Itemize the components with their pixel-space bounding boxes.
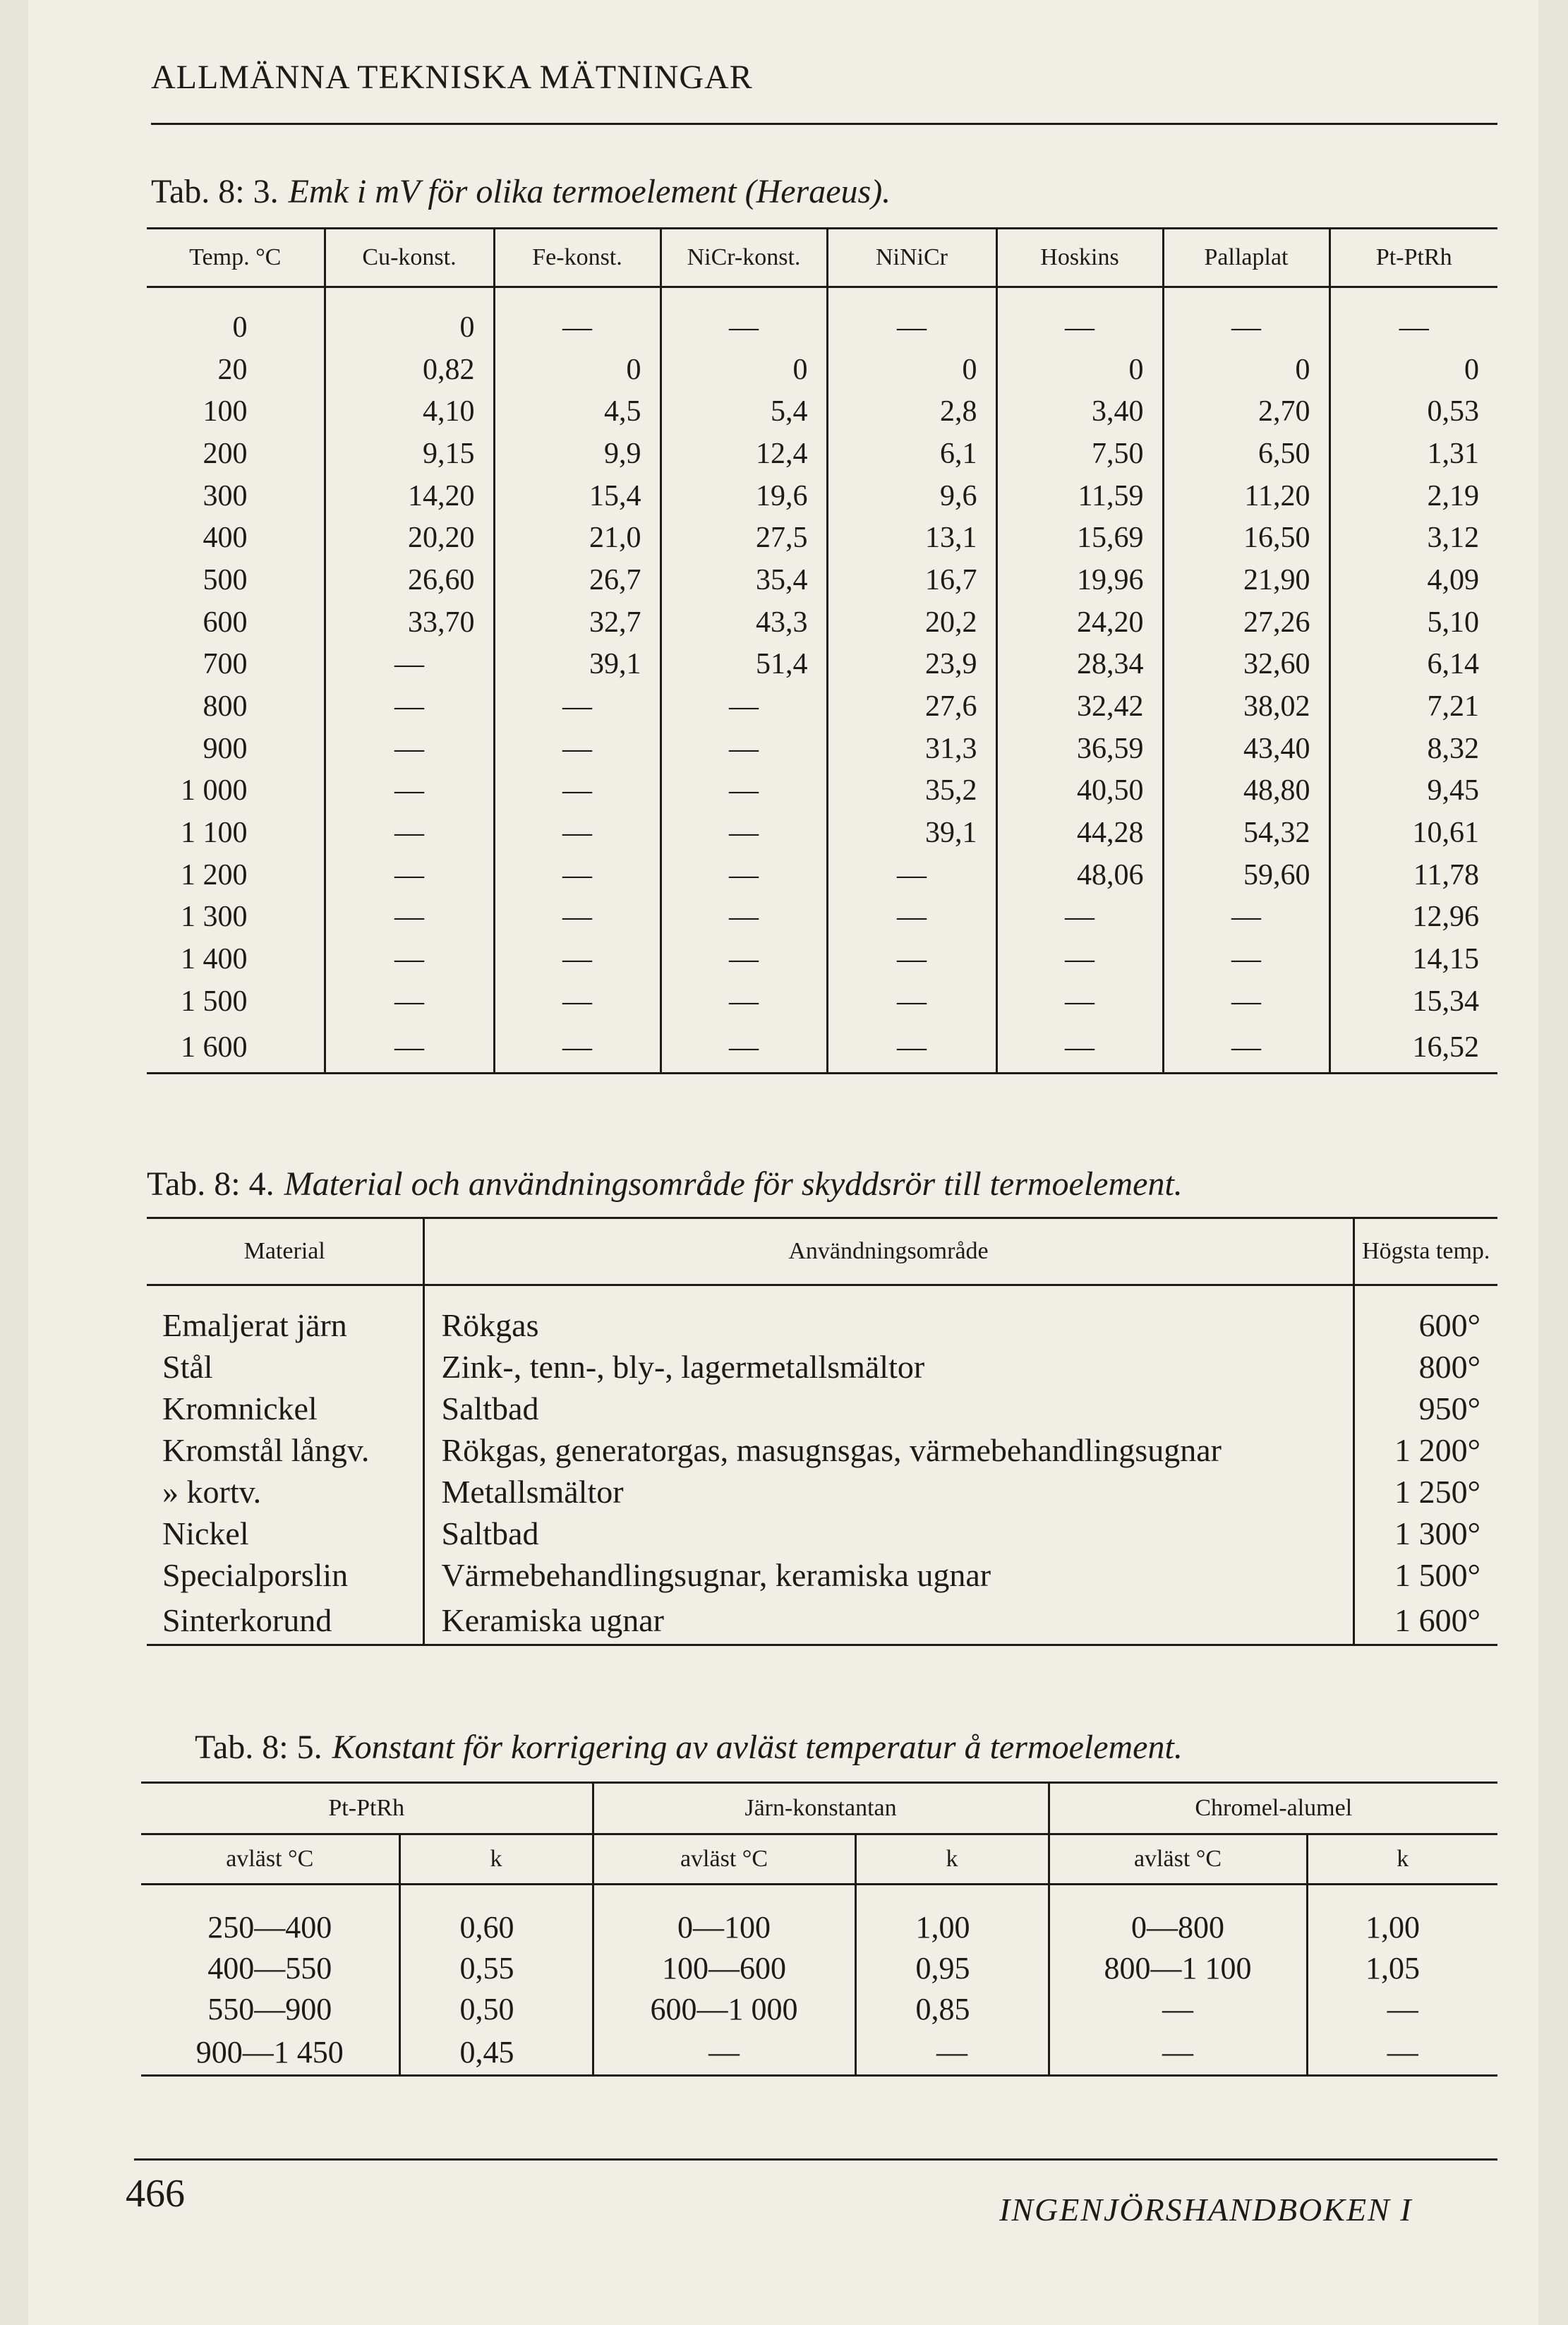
emf-cell: 23,9 [827, 644, 996, 686]
table-row [147, 770, 1497, 812]
emf-column-header: Pt-PtRh [1329, 229, 1497, 287]
reading-range-cell: — [1049, 2029, 1307, 2076]
temperature-cell: 1 200 [181, 858, 248, 891]
spacer-cell [423, 1285, 1353, 1305]
emf-cell: — [1329, 306, 1497, 349]
emf-column-header: Pallaplat [1163, 229, 1329, 287]
max-temperature-cell: 800° [1353, 1346, 1497, 1388]
emf-column-header: Cu-konst. [325, 229, 494, 287]
emf-cell: 4,10 [325, 390, 494, 433]
thermocouple-group-header: Pt-PtRh [141, 1783, 593, 1834]
emf-cell: — [325, 728, 494, 770]
correction-constant-table [141, 1782, 1497, 2077]
emf-cell: 54,32 [1163, 812, 1329, 854]
protection-column-header: Högsta temp. [1353, 1218, 1497, 1285]
k-value-cell: 1,05 [1307, 1947, 1497, 1988]
thermocouple-group-header: Järn-konstantan [593, 1783, 1049, 1834]
footer-rule [134, 2158, 1497, 2161]
temperature-cell: 800 [203, 690, 248, 723]
emf-cell: 9,6 [827, 475, 996, 517]
emf-cell: 6,14 [1329, 644, 1497, 686]
correction-subheader: avläst °C [593, 1834, 855, 1885]
emf-cell: 12,4 [661, 433, 827, 475]
temperature-cell: 700 [203, 648, 248, 681]
table-row [141, 1906, 1497, 1947]
emf-cell: — [494, 812, 661, 854]
emf-cell: — [996, 306, 1163, 349]
emf-cell: — [1163, 1023, 1329, 1074]
emf-cell: — [1163, 306, 1329, 349]
emf-cell: 9,15 [325, 433, 494, 475]
emf-cell: 26,60 [325, 559, 494, 601]
temperature-cell: 300 [203, 479, 248, 512]
emf-cell: 48,06 [996, 854, 1163, 896]
emf-cell: 21,90 [1163, 559, 1329, 601]
emf-cell: 0 [325, 306, 494, 349]
application-cell: Metallsmältor [423, 1471, 1353, 1513]
temperature-cell: 200 [203, 437, 248, 470]
table3-label: Tab. 8: 5. [195, 1729, 322, 1766]
emf-cell: — [827, 938, 996, 980]
emf-cell: 3,40 [996, 390, 1163, 433]
temperature-cell: 500 [203, 563, 248, 596]
table-row [147, 475, 1497, 517]
correction-table-subheader-row [141, 1834, 1497, 1885]
table-row [141, 2029, 1497, 2076]
k-value-cell: — [855, 2029, 1049, 2076]
table3-caption [195, 1728, 1183, 1767]
table-row [147, 349, 1497, 391]
emf-cell: — [325, 980, 494, 1023]
emf-cell: 8,32 [1329, 728, 1497, 770]
emf-cell: 35,4 [661, 559, 827, 601]
k-value-cell: 0,95 [855, 1947, 1049, 1988]
spacer-row [141, 1885, 1497, 1907]
table-row [147, 1346, 1497, 1388]
emf-cell: 43,40 [1163, 728, 1329, 770]
emf-cell: — [661, 306, 827, 349]
book-title: INGENJÖRSHANDBOKEN I [999, 2192, 1413, 2228]
table-row [147, 1513, 1497, 1554]
table-row [147, 1596, 1497, 1645]
table-row [147, 517, 1497, 559]
spacer-cell [661, 287, 827, 307]
temperature-cell: 400 [203, 522, 248, 555]
emf-cell: 14,20 [325, 475, 494, 517]
emf-cell: — [661, 854, 827, 896]
application-cell: Rökgas, generatorgas, masugnsgas, värmebehandlingsugnar [423, 1429, 1353, 1471]
emf-cell: 27,6 [827, 685, 996, 728]
k-value-cell: 0,50 [399, 1988, 593, 2029]
emf-cell: 39,1 [827, 812, 996, 854]
emf-cell: — [1163, 938, 1329, 980]
k-value-cell: — [1307, 2029, 1497, 2076]
emf-cell: 28,34 [996, 644, 1163, 686]
emf-cell: 4,09 [1329, 559, 1497, 601]
temperature-cell: 1 100 [181, 817, 248, 850]
temperature-cell: 600 [203, 606, 248, 639]
emf-cell: — [661, 938, 827, 980]
emf-cell: — [827, 1023, 996, 1074]
emf-cell: 36,59 [996, 728, 1163, 770]
emf-cell: 31,3 [827, 728, 996, 770]
reading-range-cell: — [593, 2029, 855, 2076]
emf-cell: 51,4 [661, 644, 827, 686]
k-value-cell: 1,00 [1307, 1906, 1497, 1947]
page-number: 466 [126, 2172, 185, 2216]
temperature-cell: 0 [232, 311, 248, 344]
emf-cell: 39,1 [494, 644, 661, 686]
emf-cell: 44,28 [996, 812, 1163, 854]
emf-cell: 0,82 [325, 349, 494, 391]
material-cell: Specialporslin [162, 1557, 349, 1593]
emf-cell: — [661, 896, 827, 939]
emf-cell: 32,42 [996, 685, 1163, 728]
k-value-cell: 1,00 [855, 1906, 1049, 1947]
emf-cell: 12,96 [1329, 896, 1497, 939]
table1-caption [151, 172, 891, 211]
table-row [147, 1471, 1497, 1513]
correction-subheader: k [855, 1834, 1049, 1885]
emf-cell: 2,19 [1329, 475, 1497, 517]
k-value-cell: 0,55 [399, 1947, 593, 1988]
emf-cell: — [325, 685, 494, 728]
table-row [147, 896, 1497, 939]
emf-cell: 20,20 [325, 517, 494, 559]
correction-subheader: k [399, 1834, 593, 1885]
k-value-cell: — [1307, 1988, 1497, 2029]
emf-table-body [147, 287, 1497, 1074]
max-temperature-cell: 600° [1353, 1304, 1497, 1346]
table-row [147, 559, 1497, 601]
emf-cell: 0 [827, 349, 996, 391]
table-row [147, 601, 1497, 644]
emf-cell: 24,20 [996, 601, 1163, 644]
table-row [147, 1304, 1497, 1346]
reading-range-cell: 400—550 [207, 1950, 332, 1985]
spacer-cell [325, 287, 494, 307]
table-row [147, 1429, 1497, 1471]
reading-range-cell: 550—900 [207, 1991, 332, 2026]
emf-cell: — [827, 896, 996, 939]
material-cell: Kromstål långv. [162, 1432, 370, 1468]
spacer-cell [1353, 1285, 1497, 1305]
emf-column-header: Hoskins [996, 229, 1163, 287]
emf-cell: — [494, 1023, 661, 1074]
emf-column-header: NiCr-konst. [661, 229, 827, 287]
thermocouple-group-header: Chromel-alumel [1049, 1783, 1497, 1834]
emf-cell: 1,31 [1329, 433, 1497, 475]
spacer-cell [1307, 1885, 1497, 1907]
emf-cell: 0 [661, 349, 827, 391]
emf-cell: 0 [1163, 349, 1329, 391]
emf-cell: — [325, 896, 494, 939]
emf-cell: 21,0 [494, 517, 661, 559]
emf-column-header: NiNiCr [827, 229, 996, 287]
material-cell: Emaljerat järn [162, 1307, 347, 1343]
application-cell: Rökgas [423, 1304, 1353, 1346]
emf-cell: — [996, 980, 1163, 1023]
temperature-cell: 100 [203, 395, 248, 428]
emf-cell: — [325, 938, 494, 980]
emf-cell: 16,7 [827, 559, 996, 601]
correction-table-body [141, 1885, 1497, 2076]
emf-table [147, 227, 1497, 1074]
emf-cell: — [661, 1023, 827, 1074]
emf-cell: 16,52 [1329, 1023, 1497, 1074]
k-value-cell: 0,45 [399, 2029, 593, 2076]
temperature-cell: 900 [203, 732, 248, 765]
reading-range-cell: 0—100 [593, 1906, 855, 1947]
emf-cell: 3,12 [1329, 517, 1497, 559]
emf-cell: 2,70 [1163, 390, 1329, 433]
emf-cell: — [494, 896, 661, 939]
spacer-row [147, 287, 1497, 307]
temperature-cell: 1 400 [181, 943, 248, 976]
table-row [141, 1988, 1497, 2029]
emf-cell: 0 [1329, 349, 1497, 391]
spacer-cell [1163, 287, 1329, 307]
emf-cell: 27,26 [1163, 601, 1329, 644]
emf-cell: 9,9 [494, 433, 661, 475]
spacer-cell [827, 287, 996, 307]
emf-cell: — [661, 728, 827, 770]
emf-cell: — [494, 685, 661, 728]
emf-cell: — [494, 854, 661, 896]
emf-cell: — [494, 770, 661, 812]
header-rule [151, 123, 1497, 125]
table-row [147, 812, 1497, 854]
max-temperature-cell: 950° [1353, 1388, 1497, 1429]
emf-cell: — [325, 644, 494, 686]
table2-label: Tab. 8: 4. [147, 1165, 275, 1203]
protection-tube-table-body [147, 1285, 1497, 1645]
emf-cell: — [494, 728, 661, 770]
material-cell: Kromnickel [162, 1390, 318, 1426]
table-row [147, 306, 1497, 349]
emf-table-header [147, 229, 1497, 287]
protection-tube-table [147, 1217, 1497, 1646]
temperature-cell: 1 000 [181, 774, 248, 807]
correction-subheader: avläst °C [141, 1834, 399, 1885]
running-head: ALLMÄNNA TEKNISKA MÄTNINGAR [151, 59, 753, 96]
emf-cell: 2,8 [827, 390, 996, 433]
reading-range-cell: 800—1 100 [1049, 1947, 1307, 1988]
table-row [141, 1947, 1497, 1988]
emf-cell: — [325, 812, 494, 854]
emf-cell: 4,5 [494, 390, 661, 433]
emf-cell: — [827, 854, 996, 896]
emf-cell: — [325, 770, 494, 812]
k-value-cell: 0,60 [399, 1906, 593, 1947]
table-row [147, 1023, 1497, 1074]
emf-cell: 27,5 [661, 517, 827, 559]
emf-cell: 19,96 [996, 559, 1163, 601]
application-cell: Zink-, tenn-, bly-, lagermetallsmältor [423, 1346, 1353, 1388]
table3-title: Konstant för korrigering av avläst temperatur å termoelement. [332, 1729, 1183, 1766]
correction-table-group-row [141, 1783, 1497, 1834]
emf-cell: 40,50 [996, 770, 1163, 812]
emf-cell: 15,69 [996, 517, 1163, 559]
emf-cell: 38,02 [1163, 685, 1329, 728]
emf-cell: 14,15 [1329, 938, 1497, 980]
emf-cell: — [996, 1023, 1163, 1074]
emf-cell: 6,50 [1163, 433, 1329, 475]
max-temperature-cell: 1 600° [1353, 1596, 1497, 1645]
table-row [147, 644, 1497, 686]
table2-caption [147, 1165, 1183, 1203]
reading-range-cell: 100—600 [593, 1947, 855, 1988]
temperature-cell: 1 300 [181, 901, 248, 934]
emf-cell: 20,2 [827, 601, 996, 644]
emf-cell: 7,21 [1329, 685, 1497, 728]
emf-cell: — [325, 1023, 494, 1074]
table-row [147, 938, 1497, 980]
reading-range-cell: 0—800 [1049, 1906, 1307, 1947]
reading-range-cell: 250—400 [207, 1909, 332, 1945]
emf-cell: — [494, 938, 661, 980]
correction-subheader: avläst °C [1049, 1834, 1307, 1885]
emf-cell: 33,70 [325, 601, 494, 644]
temperature-cell: 1 500 [181, 985, 248, 1018]
emf-cell: 9,45 [1329, 770, 1497, 812]
emf-column-header: Fe-konst. [494, 229, 661, 287]
application-cell: Keramiska ugnar [423, 1596, 1353, 1645]
spacer-cell [593, 1885, 855, 1907]
emf-cell: 59,60 [1163, 854, 1329, 896]
emf-cell: 10,61 [1329, 812, 1497, 854]
emf-cell: 6,1 [827, 433, 996, 475]
emf-cell: 5,10 [1329, 601, 1497, 644]
reading-range-cell: — [1049, 1988, 1307, 2029]
emf-cell: — [661, 980, 827, 1023]
emf-cell: — [661, 770, 827, 812]
emf-cell: 19,6 [661, 475, 827, 517]
protection-column-header: Material [147, 1218, 423, 1285]
protection-column-header: Användningsområde [423, 1218, 1353, 1285]
application-cell: Saltbad [423, 1388, 1353, 1429]
reading-range-cell: 600—1 000 [593, 1988, 855, 2029]
emf-cell: — [827, 980, 996, 1023]
emf-cell: 11,20 [1163, 475, 1329, 517]
emf-cell: 0 [494, 349, 661, 391]
emf-cell: — [325, 854, 494, 896]
emf-cell: 15,4 [494, 475, 661, 517]
spacer-cell [1049, 1885, 1307, 1907]
emf-cell: 11,59 [996, 475, 1163, 517]
table-row [147, 728, 1497, 770]
emf-cell: — [1163, 896, 1329, 939]
spacer-cell [494, 287, 661, 307]
emf-cell: 35,2 [827, 770, 996, 812]
emf-cell: — [827, 306, 996, 349]
spacer-cell [141, 1885, 399, 1907]
table1-title: Emk i mV för olika termoelement (Heraeus). [288, 173, 891, 210]
emf-cell: 16,50 [1163, 517, 1329, 559]
spacer-cell [855, 1885, 1049, 1907]
correction-subheader: k [1307, 1834, 1497, 1885]
emf-cell: — [996, 938, 1163, 980]
table2-title: Material och användningsområde för skyddsrör till termoelement. [284, 1165, 1183, 1203]
emf-cell: — [494, 306, 661, 349]
emf-cell: 15,34 [1329, 980, 1497, 1023]
emf-cell: 0 [996, 349, 1163, 391]
emf-cell: 32,60 [1163, 644, 1329, 686]
emf-column-header: Temp. °C [147, 229, 325, 287]
table1-label: Tab. 8: 3. [151, 173, 279, 210]
emf-cell: 32,7 [494, 601, 661, 644]
emf-cell: 26,7 [494, 559, 661, 601]
temperature-cell: 20 [217, 353, 248, 386]
emf-cell: — [494, 980, 661, 1023]
max-temperature-cell: 1 300° [1353, 1513, 1497, 1554]
table-row [147, 854, 1497, 896]
emf-cell: — [661, 812, 827, 854]
max-temperature-cell: 1 250° [1353, 1471, 1497, 1513]
emf-cell: 13,1 [827, 517, 996, 559]
temperature-cell: 1 600 [147, 1023, 325, 1074]
table-row [147, 1388, 1497, 1429]
table-row [147, 390, 1497, 433]
spacer-row [147, 1285, 1497, 1305]
spacer-cell [1329, 287, 1497, 307]
emf-cell: 5,4 [661, 390, 827, 433]
emf-cell: 7,50 [996, 433, 1163, 475]
table-row [147, 433, 1497, 475]
reading-range-cell: 900—1 450 [141, 2029, 399, 2076]
k-value-cell: 0,85 [855, 1988, 1049, 2029]
emf-cell: — [1163, 980, 1329, 1023]
emf-cell: 43,3 [661, 601, 827, 644]
emf-cell: 0,53 [1329, 390, 1497, 433]
material-cell: Sinterkorund [147, 1596, 423, 1645]
table-row [147, 685, 1497, 728]
spacer-cell [147, 287, 325, 307]
emf-cell: — [996, 896, 1163, 939]
emf-cell: — [661, 685, 827, 728]
application-cell: Värmebehandlingsugnar, keramiska ugnar [423, 1554, 1353, 1596]
max-temperature-cell: 1 200° [1353, 1429, 1497, 1471]
application-cell: Saltbad [423, 1513, 1353, 1554]
emf-cell: 11,78 [1329, 854, 1497, 896]
protection-tube-table-header [147, 1218, 1497, 1285]
emf-cell: 48,80 [1163, 770, 1329, 812]
spacer-cell [399, 1885, 593, 1907]
material-cell: » kortv. [162, 1474, 262, 1510]
max-temperature-cell: 1 500° [1353, 1554, 1497, 1596]
spacer-cell [996, 287, 1163, 307]
material-cell: Nickel [162, 1515, 249, 1551]
table-row [147, 980, 1497, 1023]
table-row [147, 1554, 1497, 1596]
spacer-cell [147, 1285, 423, 1305]
material-cell: Stål [162, 1349, 213, 1385]
